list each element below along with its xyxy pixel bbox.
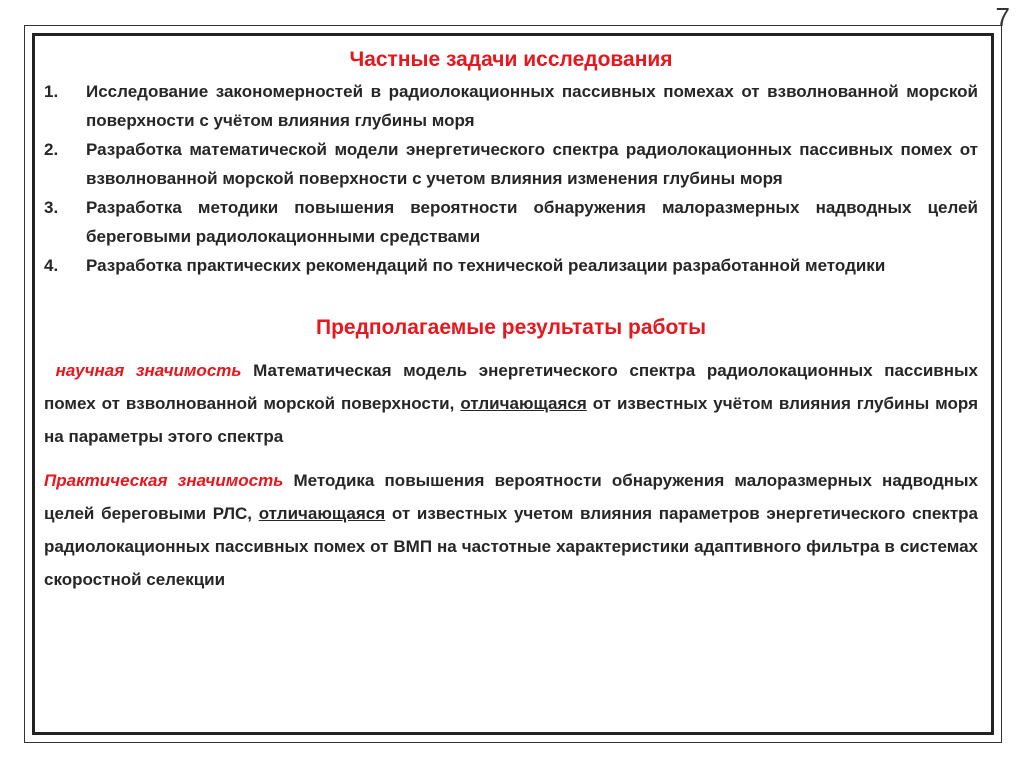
practical-significance	[44, 464, 978, 596]
list-item	[44, 194, 978, 251]
practical-label: Практическая значимость	[44, 470, 284, 490]
scientific-label: научная значимость	[55, 360, 242, 380]
scientific-text-after: от известных учётом влияния глубины моря на параметры этого спектра	[44, 393, 978, 446]
scientific-underlined: отличающаяся	[460, 393, 587, 413]
practical-underlined: отличающаяся	[258, 503, 386, 523]
scientific-significance	[44, 354, 978, 453]
list-item	[44, 136, 978, 193]
page-number: 7	[995, 2, 1010, 32]
practical-text-after: от известных учетом влияния параметров энергетического спектра радиолокационных пассивных помех от ВМП на частотные характеристики адаптивного фильтра в системах скоростной селекции	[44, 503, 978, 589]
practical-text-before: Методика повышения вероятности обнаружения малоразмерных надводных целей береговыми РЛС,	[44, 470, 978, 523]
list-item	[44, 78, 978, 135]
results-title: Предполагаемые результаты работы	[316, 315, 706, 339]
list-item-number: 2.	[44, 140, 59, 159]
slide-content	[44, 46, 978, 596]
scientific-text-before: Математическая модель энергетического спектра радиолокационных пассивных помех от взволнованной морской поверхности,	[44, 360, 978, 413]
list-item-text: Разработка математической модели энергетического спектра радиолокационных пассивных помех от взволнованной морской поверхности с учетом влияния изменения глубины моря	[86, 140, 978, 188]
list-item-text: Исследование закономерностей в радиолокационных пассивных помехах от взволнованной морской поверхности с учётом влияния глубины моря	[86, 82, 978, 130]
tasks-title: Частные задачи исследования	[349, 48, 673, 71]
list-item	[44, 252, 978, 281]
tasks-list	[44, 78, 978, 281]
list-item-number: 3.	[44, 198, 59, 217]
list-item-text: Разработка методики повышения вероятности обнаружения малоразмерных надводных целей береговыми радиолокационными средствами	[86, 198, 978, 246]
list-item-number: 4.	[44, 256, 59, 275]
list-item-text: Разработка практических рекомендаций по технической реализации разработанной методики	[86, 256, 886, 275]
list-item-number: 1.	[44, 82, 59, 101]
